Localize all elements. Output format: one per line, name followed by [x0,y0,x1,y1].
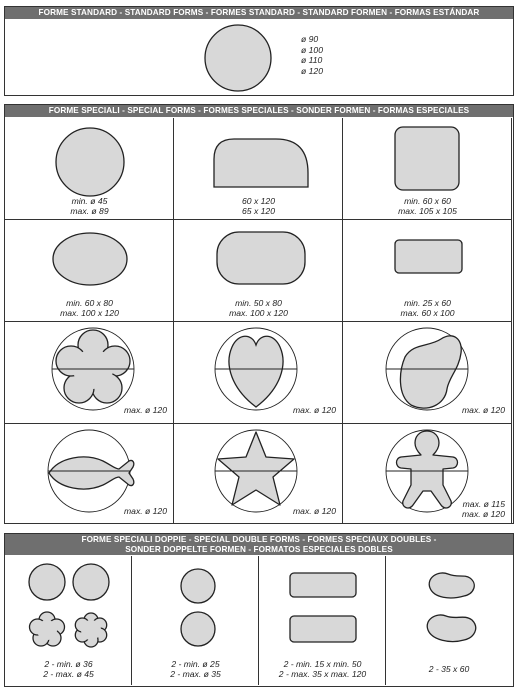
size-100: ø 100 [301,44,323,55]
special-cell-star [174,424,343,523]
double-cell-two-blobs [386,556,512,685]
gingerbread-max-120: max. ø 120 [462,509,505,519]
size-120: ø 120 [301,65,323,76]
double-cell-circles-flowers [5,556,132,685]
double-forms-grid [5,556,512,685]
oval-max: max. 100 x 120 [60,308,119,318]
size-110: ø 110 [301,55,323,65]
standard-circle-shape [203,23,273,93]
two-blobs-size: 2 - 35 x 60 [428,664,470,674]
double-circles-min: 2 - min. ø 36 [44,659,93,669]
stadium-max: max. 100 x 120 [229,308,288,318]
flower-max: max. ø 120 [124,405,167,415]
rectangle-min: min. 25 x 60 [404,298,451,308]
blob-max: max. ø 120 [462,405,505,415]
rectangle-max: max. 60 x 100 [400,308,455,318]
special-cell-gingerbread [343,424,512,523]
special-cell-rounded-square [343,118,512,220]
special-cell-stadium [174,220,343,322]
special-cell-half-round [174,118,343,220]
circle-min: min. ø 45 [71,196,108,206]
two-rectangles-min: 2 - min. 15 x min. 50 [283,659,362,669]
double-circles-max: 2 - max. ø 45 [43,669,94,679]
stadium-min: min. 50 x 80 [235,298,282,308]
special-forms-section [4,104,514,524]
size-90: ø 90 [301,34,319,44]
square-min: min. 60 x 60 [404,196,451,206]
special-forms-grid [5,118,512,523]
square-max: max. 105 x 105 [398,206,457,216]
double-forms-section [4,533,514,687]
half-round-size-2: 65 x 120 [242,206,275,216]
heart-max: max. ø 120 [293,405,336,415]
fish-max: max. ø 120 [124,506,167,516]
two-circles-max: 2 - max. ø 35 [170,669,221,679]
double-cell-two-rectangles [259,556,386,685]
special-cell-circle [5,118,174,220]
two-circles-min: 2 - min. ø 25 [171,659,220,669]
star-max: max. ø 120 [293,506,336,516]
special-cell-rectangle [343,220,512,322]
circle-max: max. ø 89 [70,206,109,216]
gingerbread-max-115: max. ø 115 [462,499,505,509]
double-header-line-2: SONDER DOPPELTE FORMEN - FORMATOS ESPECIALES DOBLES [125,544,393,554]
standard-forms-header: FORME STANDARD - STANDARD FORMS - FORMES STANDARD - STANDARD FORMEN - FORMAS ESTÁNDAR [5,7,513,19]
special-cell-flower [5,322,174,424]
double-cell-two-circles [132,556,259,685]
double-header-line-1: FORME SPECIALI DOPPIE - SPECIAL DOUBLE FORMS - FORMES SPECIAUX DOUBLES - [81,535,437,544]
oval-min: min. 60 x 80 [66,298,113,308]
special-forms-header: FORME SPECIALI - SPECIAL FORMS - FORMES SPECIALES - SONDER FORMEN - FORMAS ESPECIALES [5,105,513,117]
standard-sizes-list [301,34,323,76]
half-round-size-1: 60 x 120 [242,196,275,206]
special-cell-oval [5,220,174,322]
double-forms-header [5,534,513,555]
standard-forms-section [4,6,514,96]
special-cell-blob [343,322,512,424]
special-cell-heart [174,322,343,424]
special-cell-fish [5,424,174,523]
two-rectangles-max: 2 - max. 35 x max. 120 [278,669,367,679]
